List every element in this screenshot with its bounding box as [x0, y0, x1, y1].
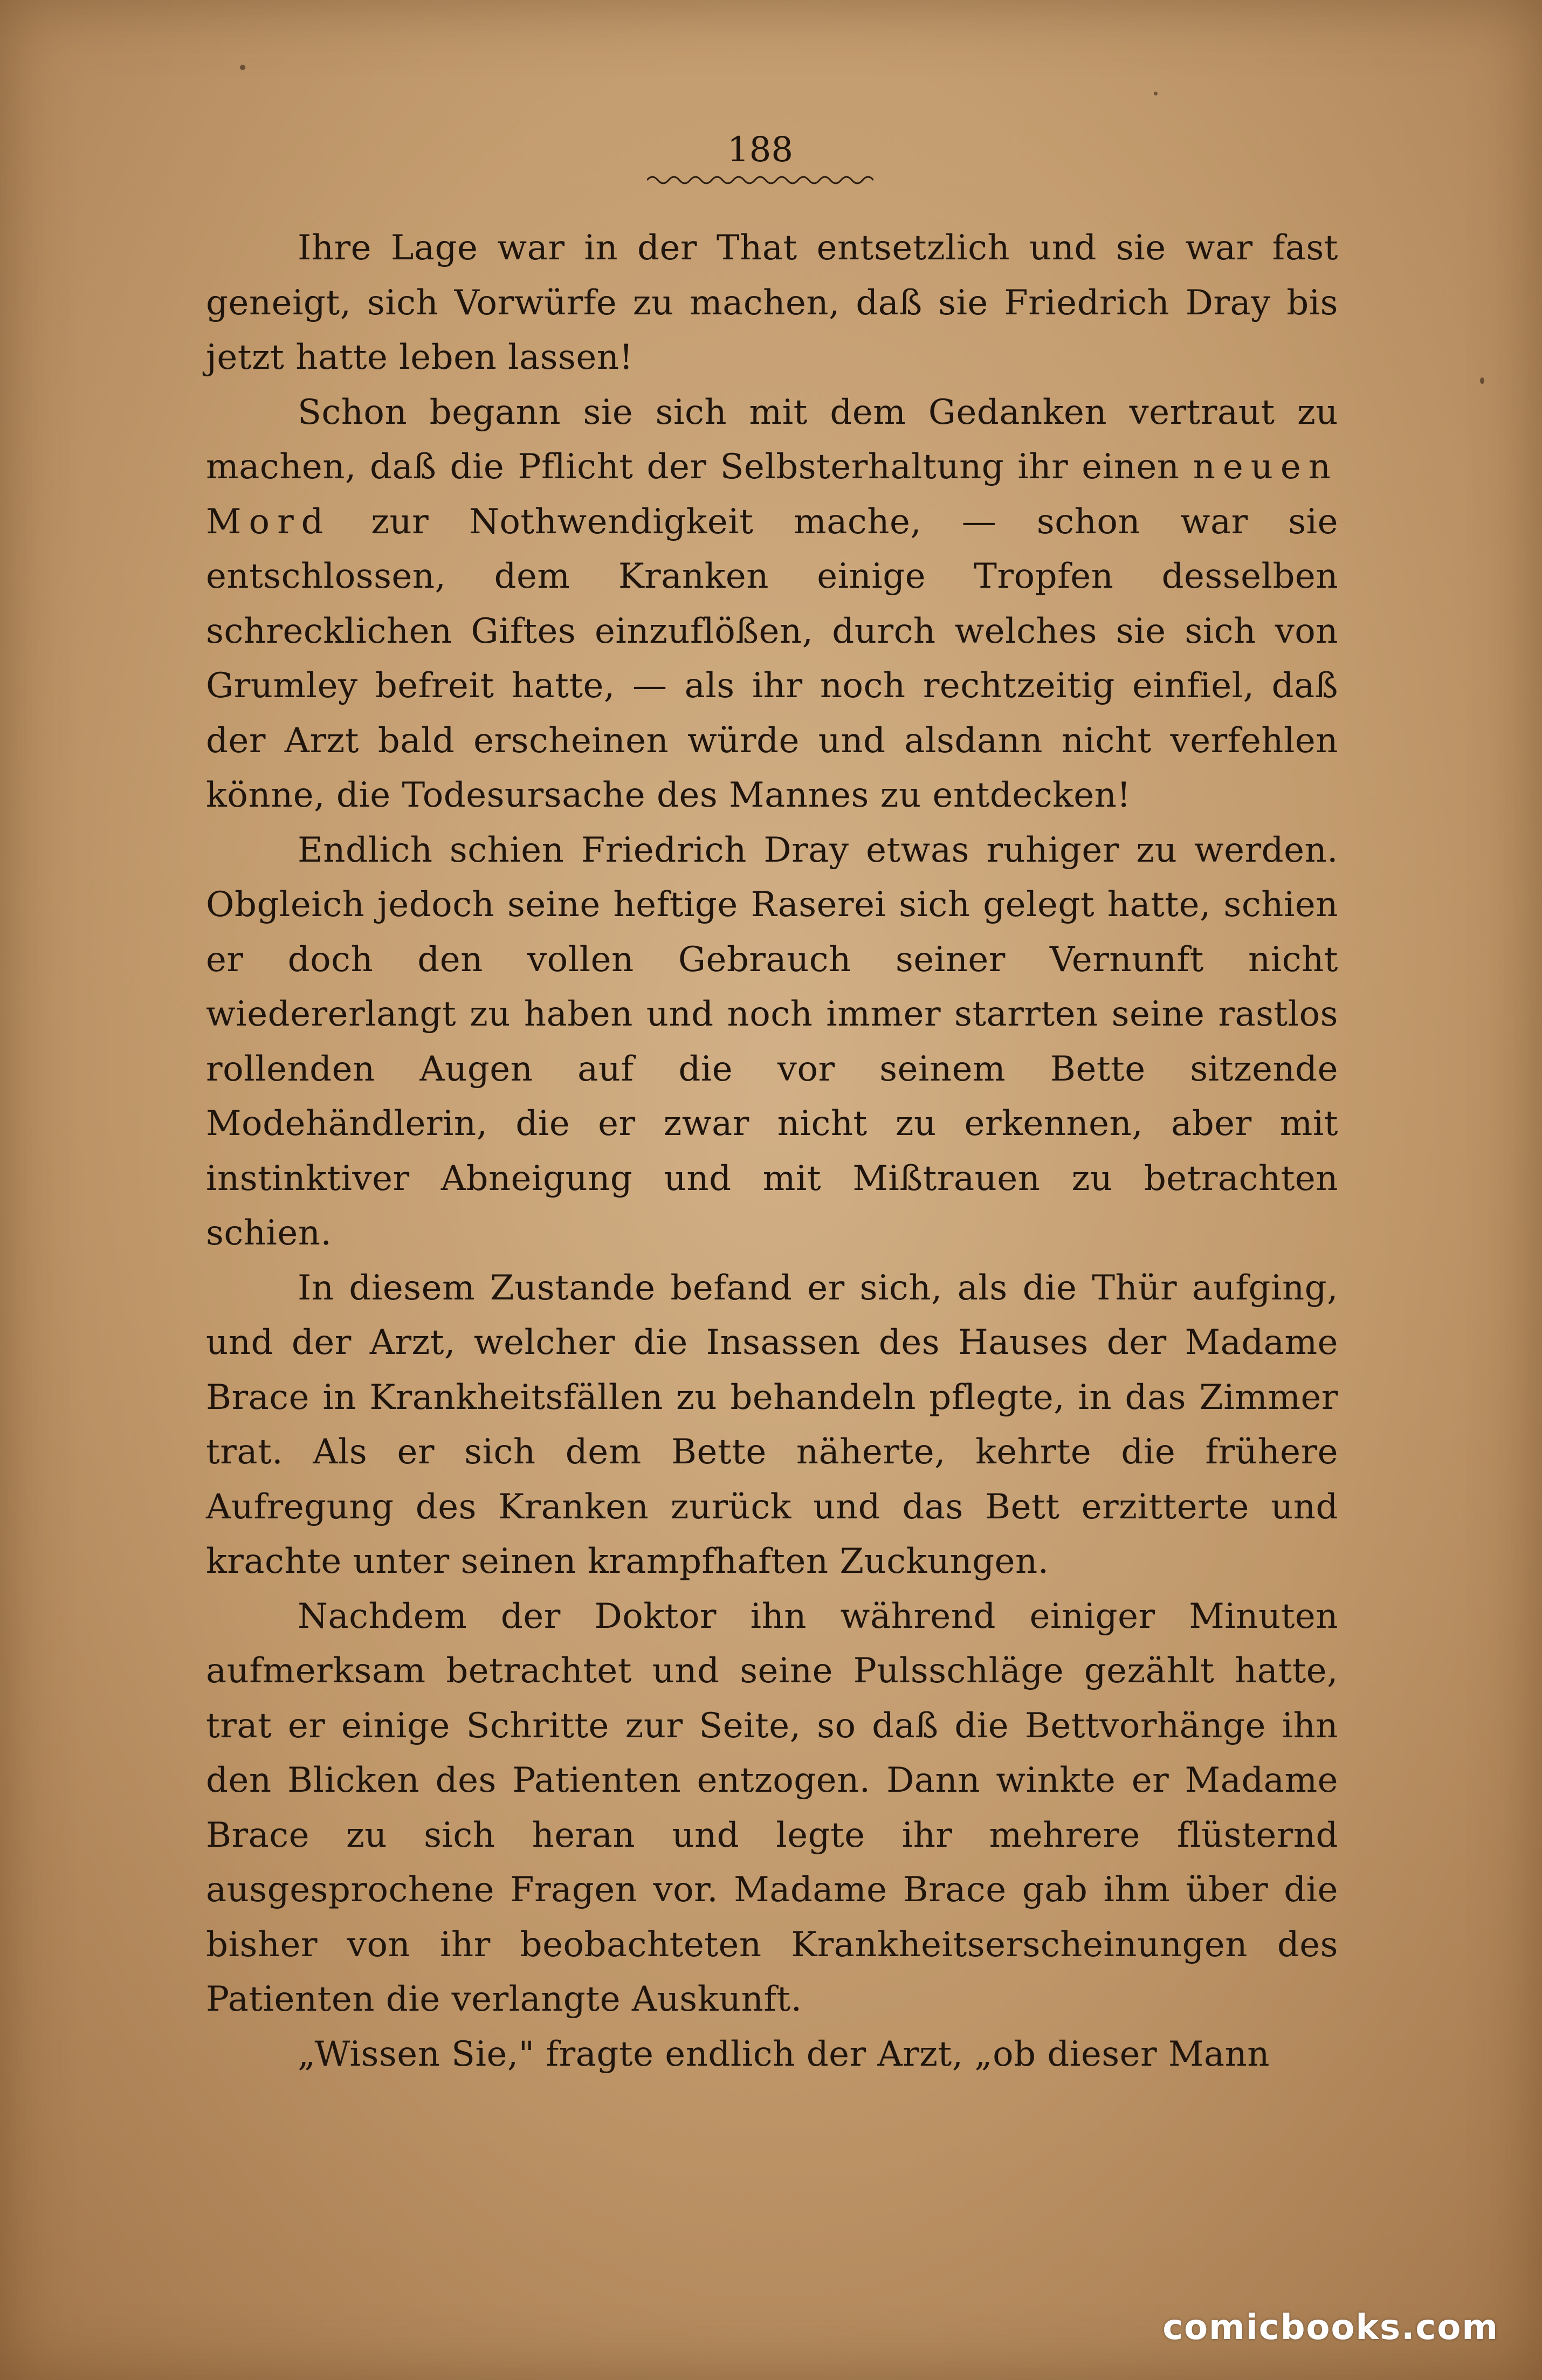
wavy-rule-ornament: [647, 173, 873, 184]
page-header: [636, 128, 884, 184]
body-text: [206, 221, 1338, 2119]
paragraph: Endlich schien Friedrich Dray etwas ruhiger zu werden. Obgleich jedoch seine heftige Raserei sich gelegt hatte, schien er doch den vollen Gebrauch seiner Vernunft nicht wiedererlangt zu haben und noch immer starrten seine rastlos rollenden Augen auf die vor seinem Bette sitzende Modehändlerin, die er zwar nicht zu erkennen, aber mit instinktiver Abneigung und mit Mißtrauen zu betrachten schien.: [206, 830, 1338, 1253]
paragraph: Ihre Lage war in der That entsetzlich und sie war fast geneigt, sich Vorwürfe zu machen, daß sie Friedrich Dray bis jetzt hatte leben lassen!: [206, 228, 1338, 377]
paragraph: In diesem Zustande befand er sich, als die Thür aufging, und der Arzt, welcher die Insassen des Hauses der Madame Brace in Krankheitsfällen zu behandeln pflegte, in das Zimmer trat. Als er sich dem Bette näherte, kehrte die frühere Aufregung des Kranken zurück und das Bett erzitterte und krachte unter seinen krampfhaften Zuckungen.: [206, 1268, 1338, 1581]
site-watermark: comicbooks.com: [1162, 2308, 1499, 2348]
emphasized-text: neuen Mord: [206, 447, 1338, 542]
paragraph: [206, 386, 1338, 823]
paper-speck: [240, 65, 245, 70]
paragraph: Nachdem der Doktor ihn während einiger Minuten aufmerksam betrachtet und seine Pulsschläge gezählt hatte, trat er einige Schritte zur Seite, so daß die Bettvorhänge ihn den Blicken des Patienten entzogen. Dann winkte er Madame Brace zu sich heran und legte ihr mehrere flüsternd ausgesprochene Fragen vor. Madame Brace gab ihm über die bisher von ihr beobachteten Krankheitserscheinungen des Patienten die verlangte Auskunft.: [206, 1596, 1338, 2019]
paper-speck: [1480, 377, 1484, 384]
page-number: 188: [727, 130, 794, 170]
paper-speck: [1154, 92, 1158, 95]
text-run: Schon begann sie sich mit dem Gedanken vertraut zu machen, daß die Pflicht der Selbsterhaltung ihr einen: [206, 392, 1338, 487]
text-run: zur Nothwendigkeit mache, — schon war sie entschlossen, dem Kranken einige Tropfen desselben schrecklichen Giftes einzuflößen, durch welches sie sich von Grumley befreit hatte, — als ihr noch rechtzeitig einfiel, daß der Arzt bald erscheinen würde und alsdann nicht verfehlen könne, die Todesursache des Mannes zu entdecken!: [206, 501, 1338, 815]
paragraph: „Wissen Sie," fragte endlich der Arzt, „ob dieser Mann: [298, 2034, 1270, 2074]
